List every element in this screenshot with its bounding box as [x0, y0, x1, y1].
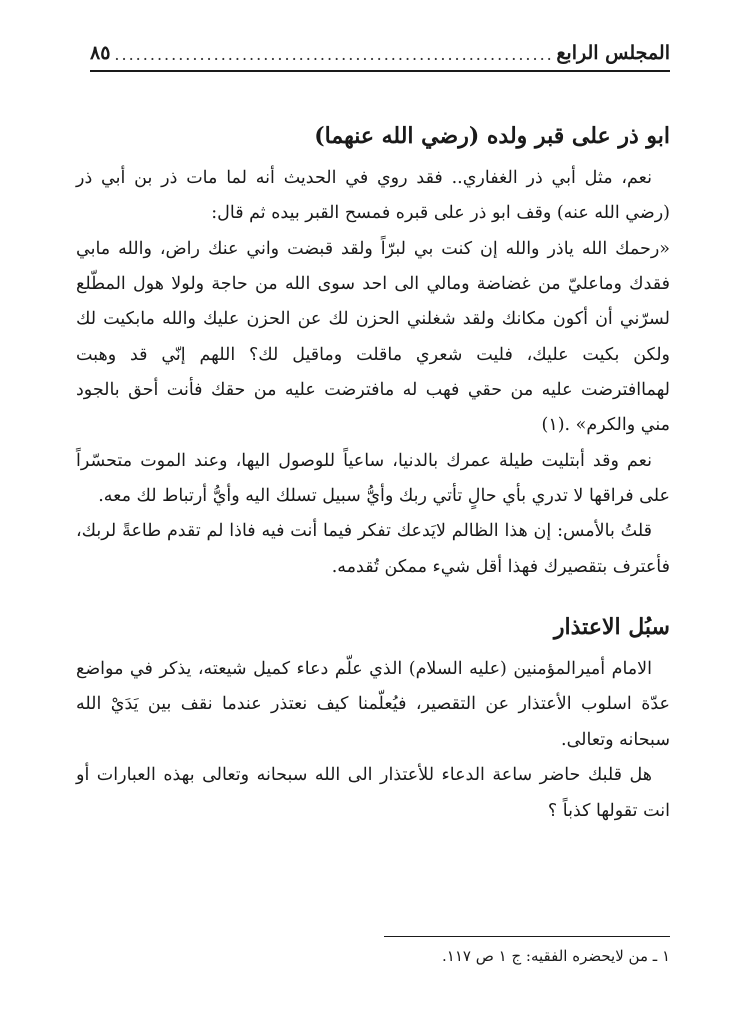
paragraph-quote: «رحمك الله ياذر والله إن كنت بي لبرّاً ولقد قبضت واني عنك راض، والله مابي فقدك وماعليّ من غضاضة ومالي الى احد سوى الله من حاجة ولولا هول المطّلع لسرّني أن أكون مكانك ولقد شغلني الحزن لك عن الحزن عليك والله مابكيت لك ولكن بكيت عليك، فليت شعري ماقلت وماقيل لك؟ اللهم إنّي قد وهبت لهماافترضت عليه من حقي فهب له مافترضت عليه من حقك فأنت أحق بالجود مني والكرم» .(١)	[76, 238, 670, 436]
leader-dots: ..............................................................	[114, 45, 554, 64]
chapter-title: المجلس الرابع	[556, 42, 670, 64]
footnote-separator	[384, 936, 670, 937]
section-title-apology: سبُل الاعتذار	[553, 614, 670, 641]
running-header	[90, 30, 670, 72]
paragraph: قلتُ بالأمس: إن هذا الظالم لايَدعك تفكر فيما أنت فيه فاذا لم تقدم طاعةً لربك، فأعترف بتقصيرك فهذا أقل شيء ممكن تُقدمه.	[76, 521, 670, 577]
paragraph: الامام أميرالمؤمنين (عليه السلام) الذي علّم دعاء كميل شيعته، يذكر في مواضع عدّة اسلوب الأعتذار عن التقصير، فيُعلّمنا كيف نعتذر عندما نقف بين يَدَيْ الله سبحانه وتعالى.	[76, 659, 670, 750]
paragraph: نعم وقد أبتليت طيلة عمرك بالدنيا، ساعياً للوصول اليها، وعند الموت متحسّراً على فراقها لا تدري بأي حالٍ تأتي ربك وأيُّ سبيل تسلك اليه وأيُّ أرتباط لك معه.	[76, 450, 670, 507]
paragraph: نعم، مثل أبي ذر الغفاري.. فقد روي في الحديث أنه لما مات ذر بن أبي ذر (رضي الله عنه) وقف ابو ذر على قبره فمسح القبر بيده ثم قال:	[76, 168, 670, 224]
page-body	[76, 120, 670, 829]
paragraph: هل قلبك حاضر ساعة الدعاء للأعتذار الى الله سبحانه وتعالى بهذه العبارات أو انت تقولها كذباً ؟	[76, 765, 670, 821]
section-gap	[76, 585, 670, 611]
section-title-abu-dharr: ابو ذر على قبر ولده (رضي الله عنهما)	[314, 123, 670, 149]
page-number: ٨٥	[90, 42, 111, 64]
footnote: ١ ـ من لايحضره الفقيه: ج ١ ص ١١٧.	[442, 947, 670, 965]
